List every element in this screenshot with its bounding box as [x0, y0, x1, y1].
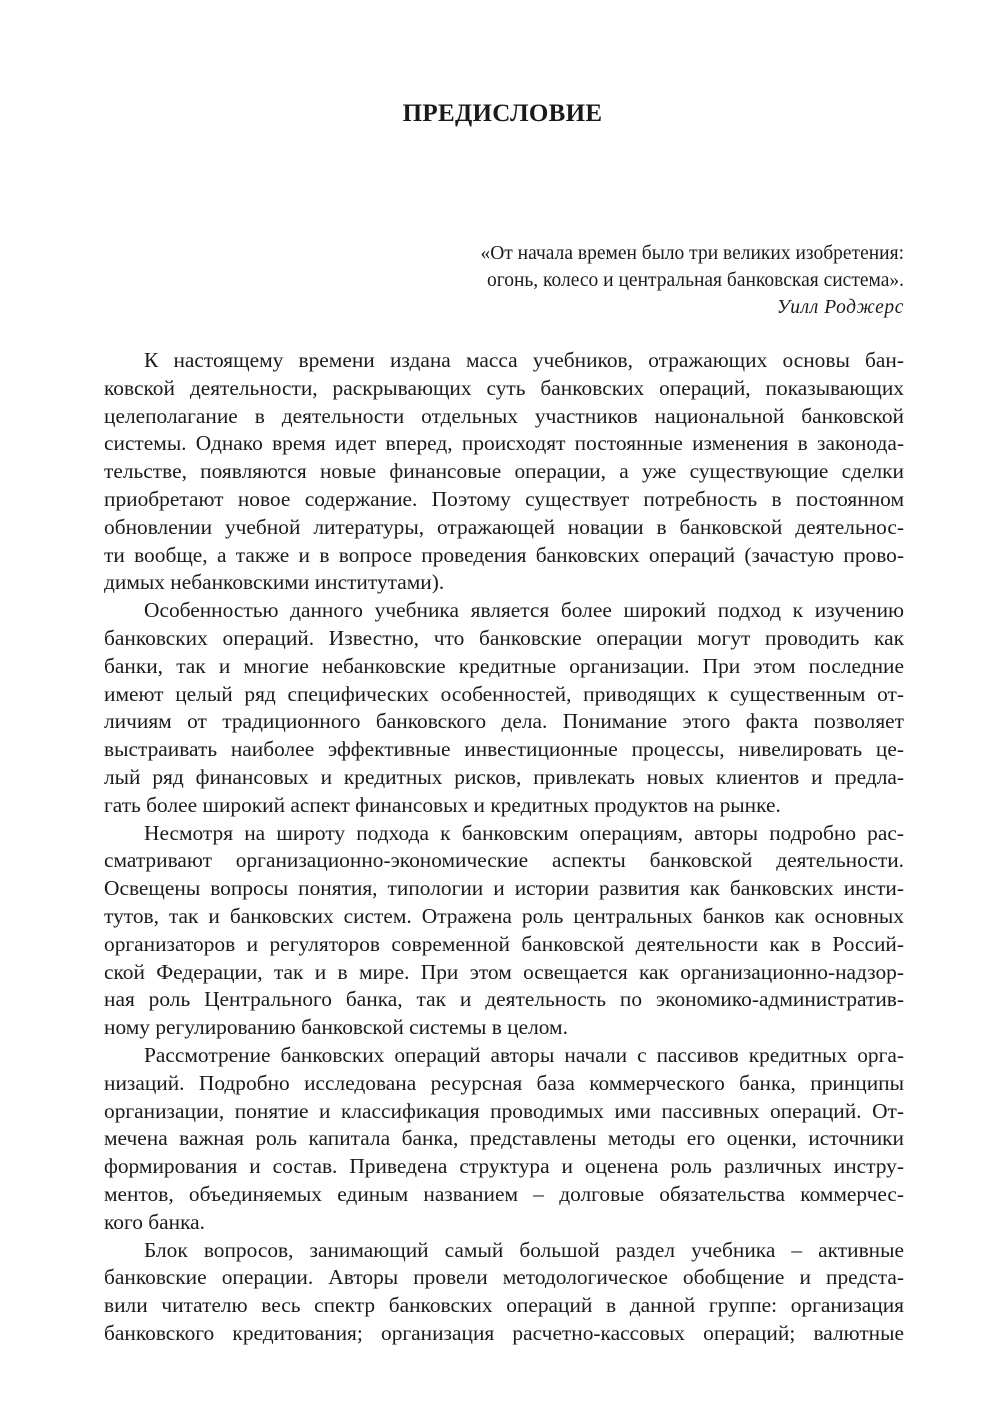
text-line: тутов, так и банковских систем. Отражена роль центральных банков как основных: [104, 903, 904, 928]
text-line: имеют целый ряд специфических особенностей, приводящих к существенным от-: [104, 681, 904, 706]
text-line: Особенностью данного учебника является более широкий подход к изучению: [144, 598, 904, 623]
text-line: ментов, объединяемых единым названием – долговые обязательства коммерчес-: [104, 1181, 904, 1206]
text-line: кого банка.: [104, 1209, 206, 1234]
text-line: сматривают организационно-экономические аспекты банковской деятельности.: [104, 848, 904, 873]
text-line: приобретают новое содержание. Поэтому существует потребность в постоянном: [104, 486, 904, 511]
epigraph-author: Уилл Роджерс: [776, 297, 904, 318]
text-line: ковской деятельности, раскрывающих суть банковских операций, показывающих: [104, 375, 904, 400]
text-line: Несмотря на широту подхода к банковским операциям, авторы подробно рас-: [144, 820, 904, 845]
epigraph-line: огонь, колесо и центральная банковская система».: [486, 270, 904, 291]
text-line: гать более широкий аспект финансовых и кредитных продуктов на рынке.: [104, 792, 781, 817]
text-line: банковские операции. Авторы провели методологическое обобщение и предста-: [104, 1265, 904, 1290]
page-title: ПРЕДИСЛОВИЕ: [402, 100, 603, 127]
epigraph: [300, 240, 904, 321]
text-line: лый ряд финансовых и кредитных рисков, привлекать новых клиентов и предла-: [104, 764, 904, 789]
text-line: ской Федерации, так и в мире. При этом освещается как организационно-надзор-: [104, 959, 904, 984]
text-line: банковских операций. Известно, что банковские операции могут проводить как: [104, 625, 904, 650]
text-line: целеполагание в деятельности отдельных участников национальной банковской: [104, 403, 904, 428]
text-line: мечена важная роль капитала банка, представлены методы его оценки, источники: [104, 1126, 904, 1151]
text-line: выстраивать наиболее эффективные инвестиционные процессы, нивелировать це-: [104, 737, 904, 762]
text-line: димых небанковскими институтами).: [104, 570, 445, 595]
text-line: вили читателю весь спектр банковских операций в данной группе: организация: [104, 1293, 904, 1318]
text-line: Рассмотрение банковских операций авторы начали с пассивов кредитных орга-: [144, 1042, 904, 1067]
text-line: Освещены вопросы понятия, типологии и истории развития как банковских инсти-: [104, 876, 904, 901]
body-text: [104, 347, 904, 1348]
text-line: организаторов и регуляторов современной банковской деятельности как в Россий-: [104, 931, 904, 956]
text-line: низаций. Подробно исследована ресурсная база коммерческого банка, принципы: [104, 1070, 904, 1095]
text-line: ти вообще, а также и в вопросе проведения банковских операций (зачастую прово-: [104, 542, 904, 567]
paragraph: [104, 820, 904, 1042]
text-line: ная роль Центрального банка, так и деятельность по экономико-административ-: [104, 987, 904, 1012]
text-line: К настоящему времени издана масса учебников, отражающих основы бан-: [144, 348, 904, 372]
paragraph: [104, 1237, 904, 1348]
text-line: ному регулированию банковской системы в целом.: [104, 1015, 568, 1040]
epigraph-line: «От начала времен было три великих изобретения:: [480, 243, 904, 264]
paragraph: [104, 1042, 904, 1237]
text-line: организации, понятие и классификация проводимых ими пассивных операций. От-: [104, 1098, 904, 1123]
text-line: формирования и состав. Приведена структура и оценена роль различных инстру-: [104, 1154, 904, 1179]
paragraph: [104, 597, 904, 819]
text-line: банки, так и многие небанковские кредитные организации. При этом последние: [104, 653, 904, 678]
text-line: системы. Однако время идет вперед, происходят постоянные изменения в законода-: [104, 431, 904, 456]
text-line: обновлении учебной литературы, отражающей новации в банковской деятельнос-: [104, 514, 904, 539]
text-line: банковского кредитования; организация расчетно-кассовых операций; валютные: [104, 1320, 904, 1345]
text-line: личиям от традиционного банковского дела. Понимание этого факта позволяет: [104, 709, 904, 734]
text-line: тельстве, появляются новые финансовые операции, а уже существующие сделки: [104, 459, 904, 484]
paragraph: [104, 347, 904, 597]
text-line: Блок вопросов, занимающий самый большой раздел учебника – активные: [144, 1237, 904, 1262]
